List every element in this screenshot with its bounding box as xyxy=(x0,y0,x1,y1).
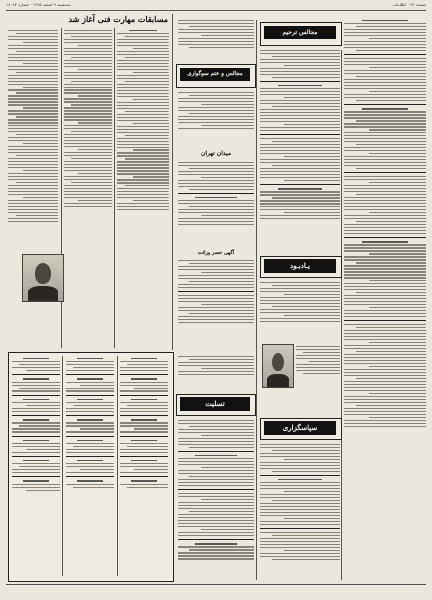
left-article-col-3 xyxy=(117,28,169,348)
banner-tarhim: مجالس ترحیم xyxy=(264,26,336,39)
yadbood-photo-text xyxy=(296,344,340,390)
left-col-rule-2 xyxy=(114,28,115,348)
middle-col-text-1 xyxy=(178,90,254,145)
right-center-text-1 xyxy=(260,48,340,248)
ads-rule-2 xyxy=(117,356,118,576)
middle-heading-2: آگهی حصر وراثت xyxy=(197,250,235,256)
footer-rule xyxy=(6,584,426,585)
middle-col-text-3 xyxy=(178,258,254,348)
article-photo xyxy=(22,254,64,302)
top-center-text xyxy=(178,18,254,60)
mid-right-rule xyxy=(256,20,257,580)
page-header-left: صفحه ۲۲ - اطلاعات xyxy=(392,2,426,7)
banner-sogvari: مجالس و ختم سوگواری xyxy=(180,68,250,81)
middle-col-text-2 xyxy=(178,160,254,250)
left-article-title: مسابقات مهارت فنی آغاز شد xyxy=(68,14,168,24)
sepasgozari-text xyxy=(260,442,340,578)
banner-tasliat: تسلیت xyxy=(180,397,250,411)
ads-col-2 xyxy=(66,356,114,576)
page-header-right: سه‌شنبه ۹ اسفند ۱۳۶۵ - شماره ۱۸۰۸۳ xyxy=(6,2,71,7)
main-vertical-rule xyxy=(172,14,173,350)
ads-rule-1 xyxy=(62,356,63,576)
tasliat-text xyxy=(178,418,254,578)
ads-col-3 xyxy=(120,356,168,576)
yadbood-text xyxy=(260,280,340,340)
middle-lower-text xyxy=(178,354,254,390)
right-col-text-1 xyxy=(344,18,426,578)
banner-sepasgozari: سپاسگزاری xyxy=(264,421,336,435)
ads-col-1 xyxy=(12,356,60,576)
middle-heading-1: میدان تهران xyxy=(200,150,232,157)
left-article-col-2 xyxy=(64,28,112,328)
page-header xyxy=(6,2,426,9)
yadbood-photo xyxy=(262,344,294,388)
right-col-rule xyxy=(341,50,342,580)
header-rule xyxy=(6,10,426,11)
banner-yadbood: یـادبـود xyxy=(264,259,336,273)
